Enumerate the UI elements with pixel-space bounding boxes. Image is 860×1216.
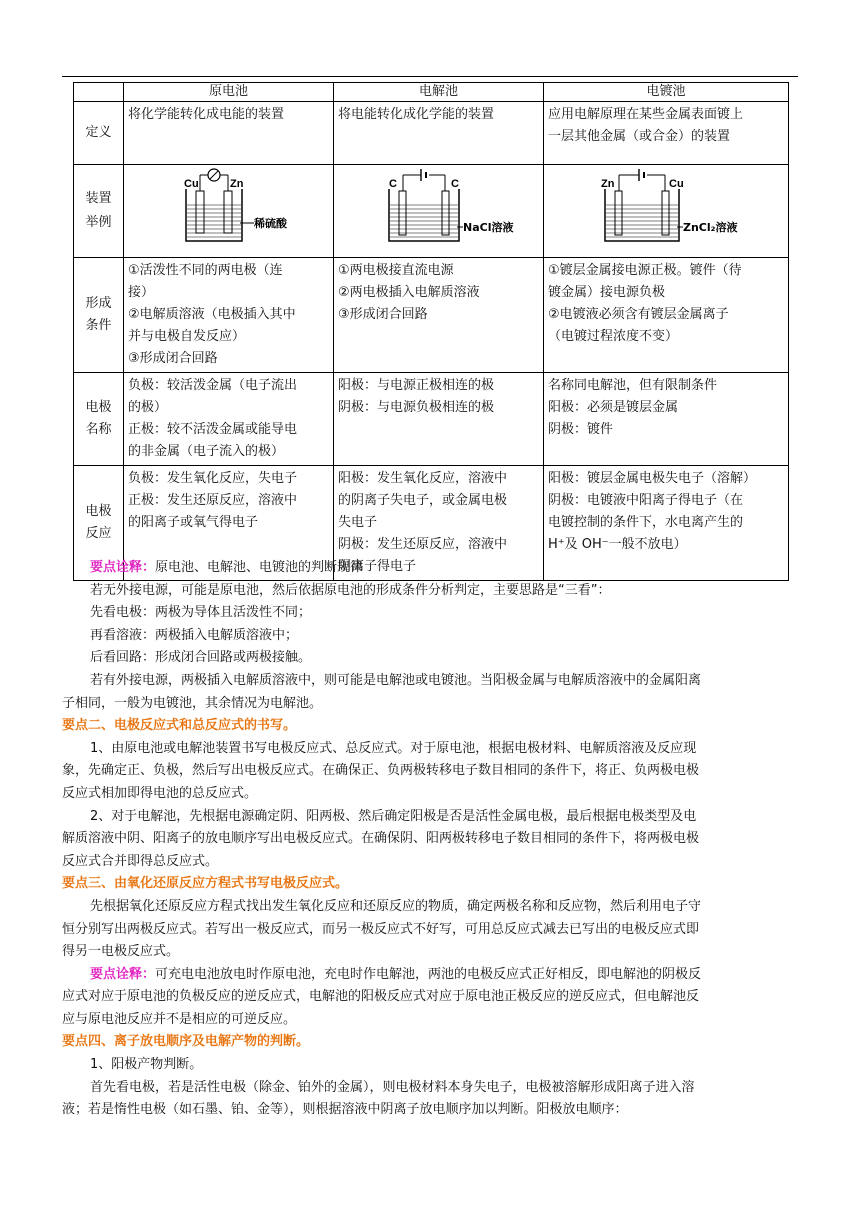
row-head-electrode-reactions: 电极 反应 bbox=[74, 466, 124, 581]
row-device bbox=[74, 165, 789, 258]
table-cell: 将电能转化成化学能的装置 bbox=[334, 102, 544, 165]
paragraph: 若有外接电源，两极插入电解质溶液中，则可能是电解池或电镀池。当阳极金属与电解质溶液中的金属阳离 bbox=[90, 672, 702, 688]
paragraph: 象，先确定正、负极，然后写出电极反应式。在确保正、负两极转移电子数目相同的条件下，将正、负两极电极 bbox=[62, 763, 700, 779]
body-text bbox=[62, 557, 802, 1122]
row-head-device: 装置 举例 bbox=[74, 165, 124, 258]
table-cell: 将化学能转化成电能的装置 bbox=[124, 102, 334, 165]
electroplating-cell-diagram bbox=[571, 165, 761, 249]
header-electrolytic-cell: 电解池 bbox=[334, 83, 544, 102]
row-head-electrode-names: 电极 名称 bbox=[74, 373, 124, 466]
note-paragraph-1: 要点诠释：原电池、电解池、电镀池的判断规律 bbox=[90, 560, 364, 575]
note-label: 要点诠释： bbox=[90, 966, 156, 982]
galvanic-cell-diagram bbox=[154, 165, 304, 249]
table-cell: ①镀层金属接电源正极。镀件（待 镀金属）接电源负极 ②电镀液必须含有镀层金属离子 （电镀过程浓度不变） bbox=[544, 258, 789, 373]
figure-electroplating-cell bbox=[544, 165, 789, 258]
paragraph: 恒分别写出两极反应式。若写出一极反应式，而另一极反应式不好写，可用总反应式减去已写出的电极反应式即 bbox=[62, 921, 700, 937]
svg-text:稀硫酸: 稀硫酸 bbox=[253, 217, 287, 230]
table-cell: 负极：较活泼金属（电子流出 的极） 正极：较不活泼金属或能导电 的非金属（电子流入的极） bbox=[124, 373, 334, 466]
svg-text:NaCl溶液: NaCl溶液 bbox=[462, 221, 513, 234]
paragraph: 应式对应于原电池的负极反应的逆反应式，电解池的阳极反应式对应于原电池正极反应的逆反应式，但电解池反 bbox=[62, 989, 700, 1005]
table-cell: ①两电极接直流电源 ②两电极插入电解质溶液 ③形成闭合回路 bbox=[334, 258, 544, 373]
table-cell: 负极：发生氧化反应，失电子 正极：发生还原反应，溶液中 的阳离子或氧气得电子 bbox=[124, 466, 334, 581]
note-label: 要点诠释： bbox=[90, 560, 156, 575]
row-definition bbox=[74, 102, 789, 165]
table-cell: ①活泼性不同的两电极（连 接） ②电解质溶液（电极插入其中 并与电极自发反应） ③形成闭合回路 bbox=[124, 258, 334, 373]
paragraph: 得另一电极反应式。 bbox=[62, 944, 180, 960]
svg-text:Zn: Zn bbox=[601, 178, 615, 190]
paragraph: 1、阳极产物判断。 bbox=[90, 1057, 203, 1073]
paragraph: 后看回路：形成闭合回路或两极接触。 bbox=[90, 650, 312, 666]
paragraph: 首先看电极，若是活性电极（除金、铂外的金属），则电极材料本身失电子，电极被溶解形成阳离子进入溶 bbox=[90, 1079, 695, 1095]
figure-galvanic-cell bbox=[124, 165, 334, 258]
svg-text:Cu: Cu bbox=[669, 178, 684, 190]
paragraph: 反应式合并即得总反应式。 bbox=[62, 853, 219, 869]
note-paragraph-2: 要点诠释：可充电电池放电时作原电池，充电时作电解池，两池的电极反应式正好相反，即电解池的阴极反 bbox=[90, 966, 702, 982]
table-cell: 名称同电解池，但有限制条件 阳极：必须是镀层金属 阴极：镀件 bbox=[544, 373, 789, 466]
paragraph: 反应式相加即得电池的总反应式。 bbox=[62, 785, 258, 801]
row-conditions bbox=[74, 258, 789, 373]
paragraph: 先看电极：两极为导体且活泼性不同； bbox=[90, 605, 312, 621]
paragraph: 若无外接电源，可能是原电池，然后依据原电池的形成条件分析判定，主要思路是“三看”： bbox=[90, 582, 611, 598]
svg-text:C: C bbox=[388, 178, 397, 190]
header-electroplating-cell: 电镀池 bbox=[544, 83, 789, 102]
electrolytic-cell-diagram bbox=[359, 165, 519, 249]
svg-text:ZnCl₂溶液: ZnCl₂溶液 bbox=[683, 221, 738, 234]
paragraph: 先根据氧化还原反应方程式找出发生氧化反应和还原反应的物质，确定两极名称和反应物，然后利用电子守 bbox=[90, 898, 702, 914]
section-heading-4: 要点四、离子放电顺序及电解产物的判断。 bbox=[62, 1034, 310, 1050]
comparison-table bbox=[73, 82, 789, 581]
table-header-row bbox=[74, 83, 789, 102]
paragraph: 1、由原电池或电解池装置书写电极反应式、总反应式。对于原电池，根据电极材料、电解质溶液及反应现 bbox=[90, 740, 697, 756]
section-heading-3: 要点三、由氧化还原反应方程式书写电极反应式。 bbox=[62, 876, 349, 892]
table-cell: 阳极：发生氧化反应，溶液中 的阴离子失电子，或金属电极 失电子 阴极：发生还原反应，溶液中 阳离子得电子 bbox=[334, 466, 544, 581]
row-electrode-names bbox=[74, 373, 789, 466]
table-corner-cell bbox=[74, 83, 124, 102]
paragraph: 应与原电池反应并不是相应的可逆反应。 bbox=[62, 1011, 297, 1027]
paragraph: 子相同，一般为电镀池，其余情况为电解池。 bbox=[62, 695, 323, 711]
svg-text:C: C bbox=[450, 178, 459, 190]
paragraph: 液；若是惰性电极（如石墨、铂、金等），则根据溶液中阴离子放电顺序加以判断。阳极放电顺序： bbox=[62, 1102, 628, 1118]
header-galvanic-cell: 原电池 bbox=[124, 83, 334, 102]
paragraph: 解质溶液中阴、阳离子的放电顺序写出电极反应式。在确保阴、阳两极转移电子数目相同的条件下，将两极电极 bbox=[62, 831, 700, 847]
figure-electrolytic-cell bbox=[334, 165, 544, 258]
paragraph: 再看溶液：两极插入电解质溶液中； bbox=[90, 627, 299, 643]
svg-text:Zn: Zn bbox=[229, 178, 243, 190]
top-rule bbox=[62, 76, 798, 77]
table-cell: 应用电解原理在某些金属表面镀上 一层其他金属（或合金）的装置 bbox=[544, 102, 789, 165]
table-cell: 阳极：镀层金属电极失电子（溶解） 阴极：电镀液中阳离子得电子（在 电镀控制的条件下，水电离产生的 H⁺及 OH⁻一般不放电） bbox=[544, 466, 789, 581]
paragraph: 2、对于电解池，先根据电源确定阴、阳两极、然后确定阳极是否是活性金属电极，最后根据电极类型及电 bbox=[90, 808, 697, 824]
svg-text:Cu: Cu bbox=[183, 178, 199, 190]
section-heading-2: 要点二、电极反应式和总反应式的书写。 bbox=[62, 718, 297, 734]
table-cell: 阳极：与电源正极相连的极 阴极：与电源负极相连的极 bbox=[334, 373, 544, 466]
row-head-definition: 定义 bbox=[74, 102, 124, 165]
row-head-conditions: 形成 条件 bbox=[74, 258, 124, 373]
